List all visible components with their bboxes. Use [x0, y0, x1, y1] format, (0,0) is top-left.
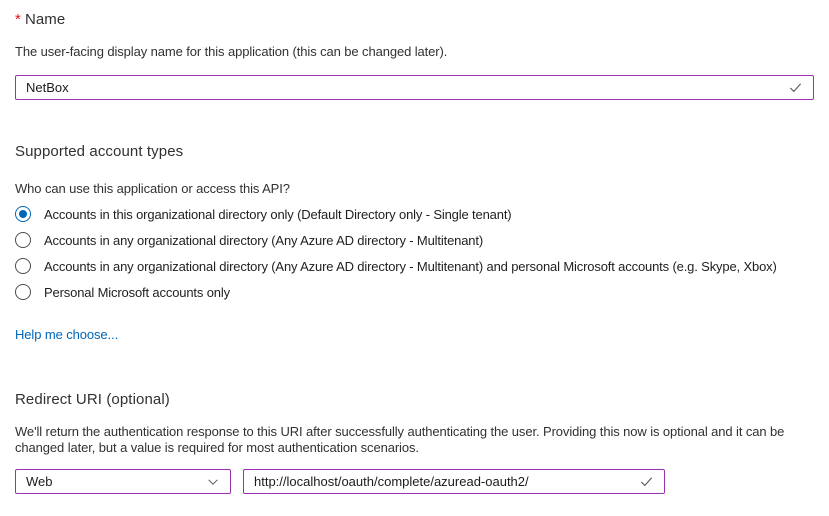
redirect-uri-row [15, 469, 814, 494]
required-asterisk: * [15, 11, 21, 28]
name-input-container [15, 75, 814, 100]
radio-option-multitenant[interactable] [15, 227, 814, 253]
redirect-uri-input-container [243, 469, 665, 494]
radio-option-single-tenant[interactable] [15, 201, 814, 227]
redirect-uri-description: We'll return the authentication response to this URI after successfully authenticating the user. Providing this now is optional and it can be changed later, but a value is required for most authentication scenarios. [15, 424, 785, 455]
radio-option-label: Accounts in any organizational directory (Any Azure AD directory - Multitenant) and personal Microsoft accounts (e.g. Skype, Xbox) [44, 258, 777, 274]
radio-option-multitenant-personal[interactable] [15, 253, 814, 279]
help-me-choose-link[interactable]: Help me choose... [15, 327, 119, 342]
radio-button-icon[interactable] [15, 258, 31, 274]
platform-select-value: Web [26, 474, 53, 489]
radio-option-label: Personal Microsoft accounts only [44, 284, 230, 300]
account-type-radio-group [15, 201, 814, 305]
valid-check-icon [788, 80, 803, 95]
redirect-uri-input[interactable] [254, 474, 639, 489]
name-input[interactable] [26, 80, 788, 95]
radio-option-label: Accounts in any organizational directory (Any Azure AD directory - Multitenant) [44, 232, 484, 248]
valid-check-icon [639, 474, 654, 489]
name-section-title [15, 10, 814, 30]
platform-select[interactable] [15, 469, 231, 494]
redirect-uri-title: Redirect URI (optional) [15, 391, 170, 408]
chevron-down-icon [206, 475, 220, 489]
redirect-uri-section [15, 390, 814, 494]
radio-option-personal-only[interactable] [15, 279, 814, 305]
radio-button-icon[interactable] [15, 284, 31, 300]
account-types-question: Who can use this application or access this API? [15, 181, 290, 196]
radio-button-icon[interactable] [15, 232, 31, 248]
radio-option-label: Accounts in this organizational directory only (Default Directory only - Single tenant) [44, 206, 512, 222]
name-label: Name [24, 11, 66, 28]
radio-button-icon[interactable] [15, 206, 31, 222]
supported-account-types-section [15, 142, 814, 342]
account-types-title: Supported account types [15, 143, 184, 160]
name-description: The user-facing display name for this application (this can be changed later). [15, 44, 448, 59]
